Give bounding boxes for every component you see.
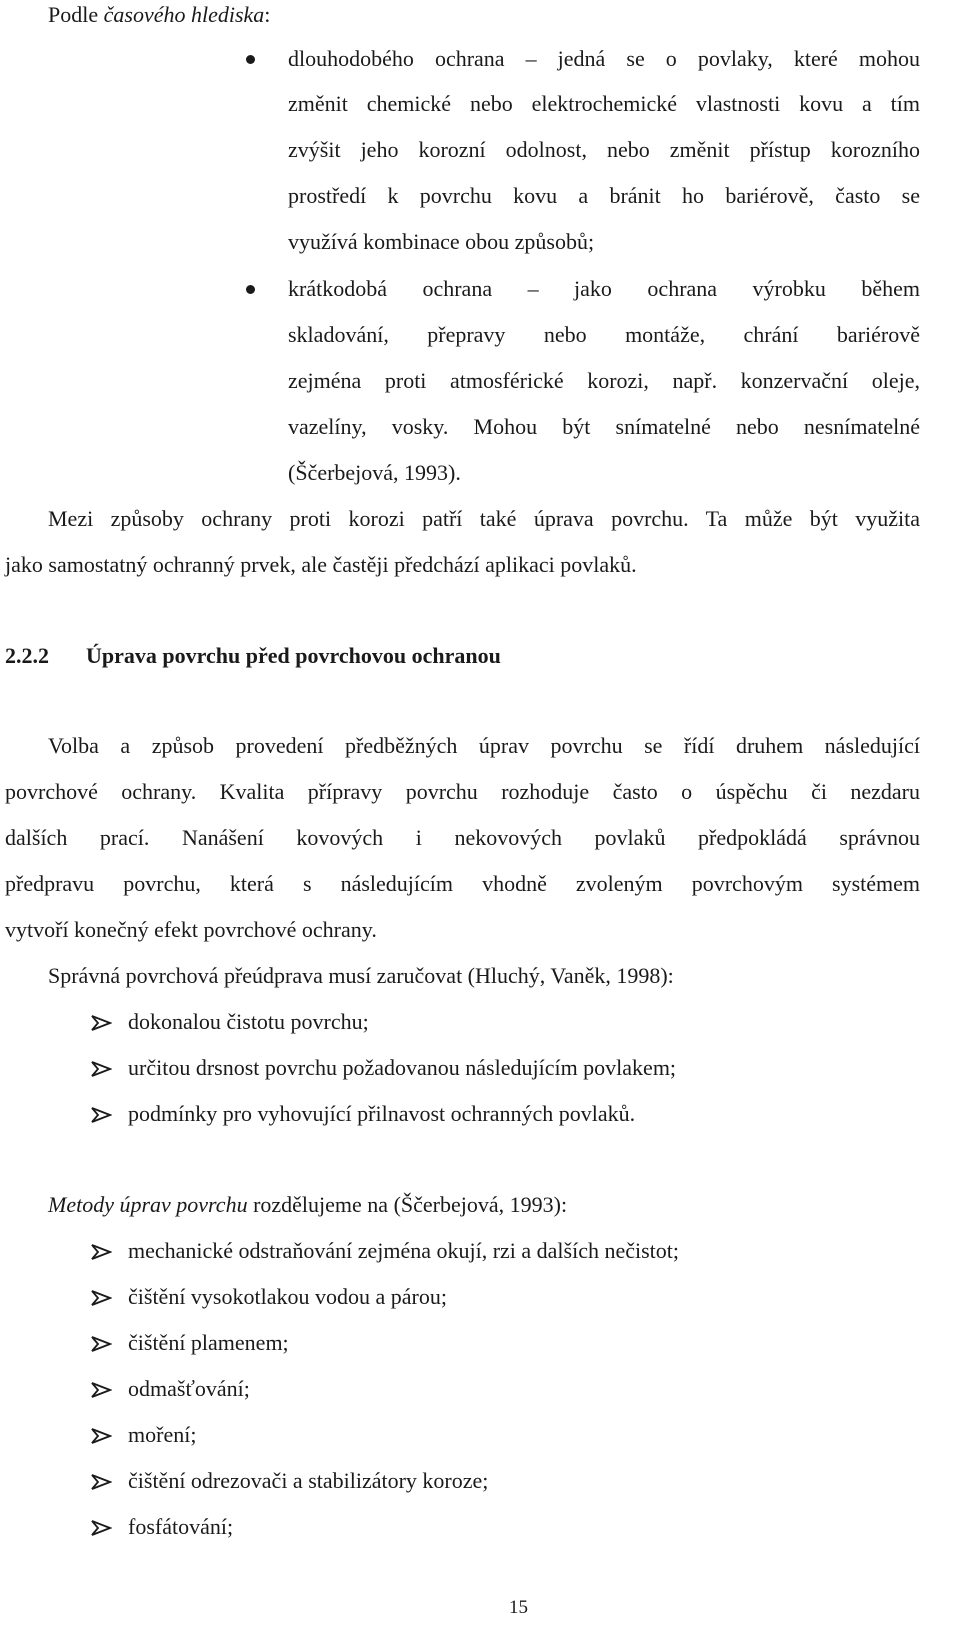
requirement-item: podmínky pro vyhovující přilnavost ochranných povlaků. xyxy=(128,1101,636,1126)
para-choice-line-4: předpravu povrchu, která s následujícím vhodně zvoleným povrchovým systémem xyxy=(5,871,920,896)
requirement-item: dokonalou čistotu povrchu; xyxy=(128,1009,369,1034)
bullet-1-line-5: využívá kombinace obou způsobů; xyxy=(288,229,595,254)
arrow-bullet-icon xyxy=(90,1012,112,1034)
method-item: čištění plamenem; xyxy=(128,1330,289,1355)
intro-italic: časového hlediska xyxy=(103,2,265,27)
requirement-item: určitou drsnost povrchu požadovanou následujícím povlakem; xyxy=(128,1055,677,1080)
bullet-1-line-3: zvýšit jeho korozní odolnost, nebo změnit přístup korozního xyxy=(288,137,920,162)
arrow-bullet-icon xyxy=(90,1333,112,1355)
bullet-1-line-2: změnit chemické nebo elektrochemické vlastnosti kovu a tím xyxy=(288,91,920,116)
methods-intro-rest: rozdělujeme na (Ščerbejová, 1993): xyxy=(247,1192,568,1217)
arrow-bullet-icon xyxy=(90,1058,112,1080)
intro-suffix: : xyxy=(264,2,271,27)
para-choice-line-2: povrchové ochrany. Kvalita přípravy povrchu rozhoduje často o úspěchu či nezdaru xyxy=(5,779,920,804)
section-number: 2.2.2 xyxy=(5,643,49,668)
intro-line xyxy=(48,2,270,28)
section-title: Úprava povrchu před povrchovou ochranou xyxy=(86,643,501,668)
bullet-1-line-1: dlouhodobého ochrana – jedná se o povlaky, které mohou xyxy=(288,46,920,71)
method-item: odmašťování; xyxy=(128,1376,250,1401)
bullet-dot-icon xyxy=(246,285,255,294)
page-number: 15 xyxy=(509,1597,528,1618)
intro-prefix: Podle xyxy=(48,2,104,27)
para-choice-line-5: vytvoří konečný efekt povrchové ochrany. xyxy=(5,917,377,942)
para-surface-line-2: jako samostatný ochranný prvek, ale častěji předchází aplikaci povlaků. xyxy=(5,552,637,577)
method-item: čištění vysokotlakou vodou a párou; xyxy=(128,1284,447,1309)
method-item: fosfátování; xyxy=(128,1514,234,1539)
bullet-2-line-2: skladování, přepravy nebo montáže, chrání bariérově xyxy=(288,322,920,347)
bullet-1-line-4: prostředí k povrchu kovu a bránit ho bariérově, často se xyxy=(288,183,920,208)
methods-intro-italic: Metody úprav povrchu xyxy=(48,1192,248,1217)
arrow-bullet-icon xyxy=(90,1379,112,1401)
bullet-dot-icon xyxy=(246,55,255,64)
arrow-bullet-icon xyxy=(90,1517,112,1539)
arrow-bullet-icon xyxy=(90,1104,112,1126)
method-item: čištění odrezovači a stabilizátory koroze; xyxy=(128,1468,489,1493)
para-surface-line-1: Mezi způsoby ochrany proti korozi patří také úprava povrchu. Ta může být využita xyxy=(48,506,920,531)
method-item: mechanické odstraňování zejména okují, rzi a dalších nečistot; xyxy=(128,1238,680,1263)
bullet-2-line-5: (Ščerbejová, 1993). xyxy=(288,460,461,485)
para-choice-line-1: Volba a způsob provedení předběžných úprav povrchu se řídí druhem následující xyxy=(48,733,920,758)
bullet-2-line-1: krátkodobá ochrana – jako ochrana výrobku během xyxy=(288,276,920,301)
arrow-bullet-icon xyxy=(90,1287,112,1309)
method-item: moření; xyxy=(128,1422,197,1447)
arrow-bullet-icon xyxy=(90,1241,112,1263)
arrow-bullet-icon xyxy=(90,1425,112,1447)
methods-intro xyxy=(48,1192,567,1218)
para-correct: Správná povrchová přeúdprava musí zaručovat (Hluchý, Vaněk, 1998): xyxy=(48,963,674,988)
arrow-bullet-icon xyxy=(90,1471,112,1493)
para-choice-line-3: dalších prací. Nanášení kovových i nekovových povlaků předpokládá správnou xyxy=(5,825,920,850)
bullet-2-line-3: zejména proti atmosférické korozi, např. konzervační oleje, xyxy=(288,368,920,393)
bullet-2-line-4: vazelíny, vosky. Mohou být snímatelné nebo nesnímatelné xyxy=(288,414,920,439)
